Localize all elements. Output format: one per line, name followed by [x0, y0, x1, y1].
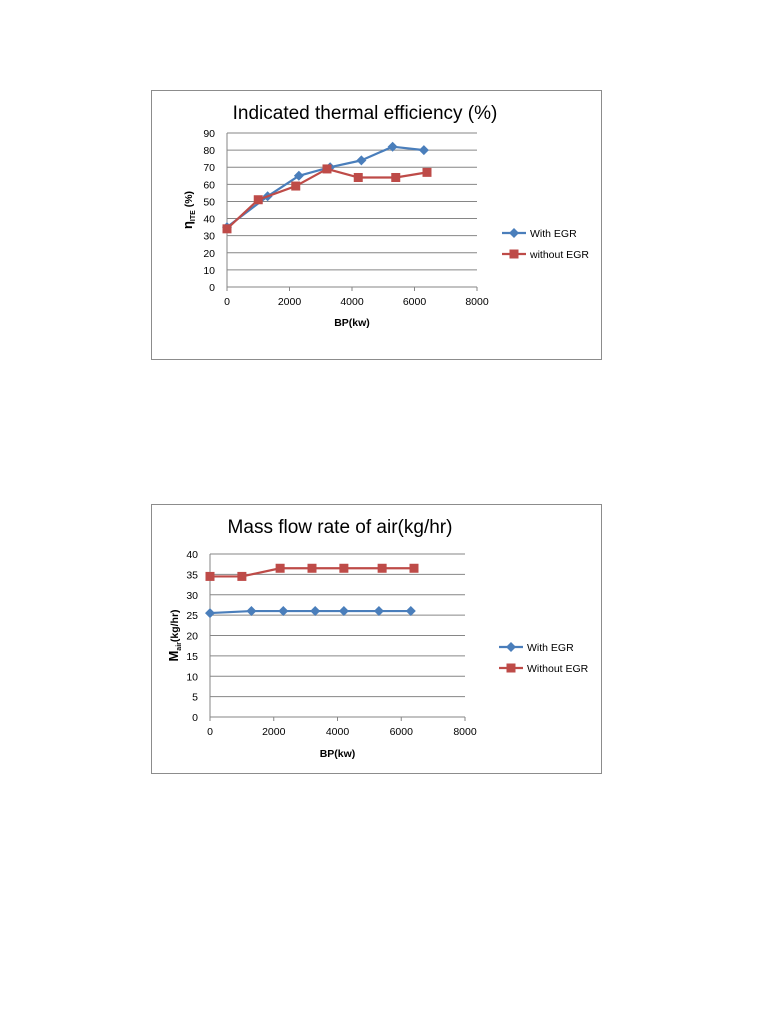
y-tick-label: 80: [203, 145, 215, 158]
chart-title: Mass flow rate of air(kg/hr): [227, 517, 453, 538]
data-point: [323, 164, 332, 173]
data-point: [410, 564, 419, 573]
y-tick-label: 20: [203, 247, 215, 260]
legend-label: With EGR: [530, 228, 577, 240]
chart-mass-flow-air-svg: [152, 505, 603, 775]
data-point: [237, 572, 246, 581]
chart-mass-flow-air: [151, 504, 602, 774]
series-1: [206, 564, 419, 581]
y-tick-label: 40: [186, 549, 198, 561]
legend-entry: [499, 642, 574, 654]
y-tick-label: 25: [186, 610, 198, 623]
x-tick-label: 8000: [465, 296, 489, 308]
x-tick-label: 4000: [325, 726, 350, 738]
legend-marker: [510, 250, 519, 259]
data-point: [291, 182, 300, 191]
y-tick-label: 90: [203, 128, 215, 140]
data-point: [310, 606, 320, 616]
data-point: [419, 145, 429, 155]
y-tick-label: 0: [192, 712, 198, 724]
y-axis-title: $M_{air}(kg/hr)$: [166, 609, 183, 662]
series-1: [223, 164, 432, 233]
data-point: [423, 168, 432, 177]
data-point: [278, 606, 288, 616]
data-point: [339, 564, 348, 573]
legend-label: Without EGR: [527, 663, 589, 675]
x-tick-label: 8000: [453, 726, 477, 738]
y-axis-title: $\eta_{ITE}$ (%): [180, 190, 197, 230]
series-line: [227, 147, 424, 227]
chart-thermal-efficiency: [151, 90, 602, 360]
y-tick-label: 30: [186, 589, 198, 602]
chart-title: Indicated thermal efficiency (%): [232, 103, 498, 124]
data-point: [406, 606, 416, 616]
legend-label: without EGR: [530, 249, 589, 261]
data-point: [378, 564, 387, 573]
data-point: [354, 173, 363, 182]
legend-entry: [499, 663, 589, 675]
data-point: [308, 564, 317, 573]
series-0: [205, 606, 416, 618]
y-tick-label: 0: [209, 282, 215, 294]
data-point: [391, 173, 400, 182]
y-tick-label: 30: [203, 230, 215, 243]
y-tick-label: 60: [203, 179, 215, 192]
x-tick-label: 0: [224, 296, 230, 308]
x-tick-label: 6000: [389, 726, 413, 738]
legend-entry: [502, 228, 577, 240]
legend-marker: [507, 664, 516, 673]
x-tick-label: 2000: [262, 726, 286, 738]
data-point: [356, 155, 366, 165]
legend-marker: [506, 642, 516, 652]
x-tick-label: 4000: [340, 296, 364, 308]
x-tick-label: 2000: [277, 296, 302, 308]
legend-label: With EGR: [527, 642, 574, 654]
x-tick-label: 0: [207, 726, 213, 738]
legend-marker: [509, 228, 519, 238]
data-point: [374, 606, 384, 616]
data-point: [276, 564, 285, 573]
y-tick-label: 20: [186, 630, 198, 643]
data-point: [205, 608, 215, 618]
legend-entry: [502, 249, 589, 261]
data-point: [206, 572, 215, 581]
chart-thermal-efficiency-svg: [152, 91, 603, 361]
y-tick-label: 50: [203, 196, 215, 209]
data-point: [246, 606, 256, 616]
data-point: [339, 606, 349, 616]
y-tick-label: 10: [186, 671, 198, 684]
y-tick-label: 35: [186, 569, 198, 582]
x-axis-title: BP(kw): [334, 317, 370, 329]
y-tick-label: 70: [203, 162, 215, 175]
y-tick-label: 5: [192, 691, 198, 704]
y-tick-label: 10: [203, 264, 215, 277]
x-axis-title: BP(kw): [319, 748, 356, 760]
data-point: [254, 195, 263, 204]
data-point: [223, 224, 232, 233]
y-tick-label: 15: [186, 650, 198, 663]
y-tick-label: 40: [203, 213, 215, 226]
x-tick-label: 6000: [402, 296, 427, 308]
